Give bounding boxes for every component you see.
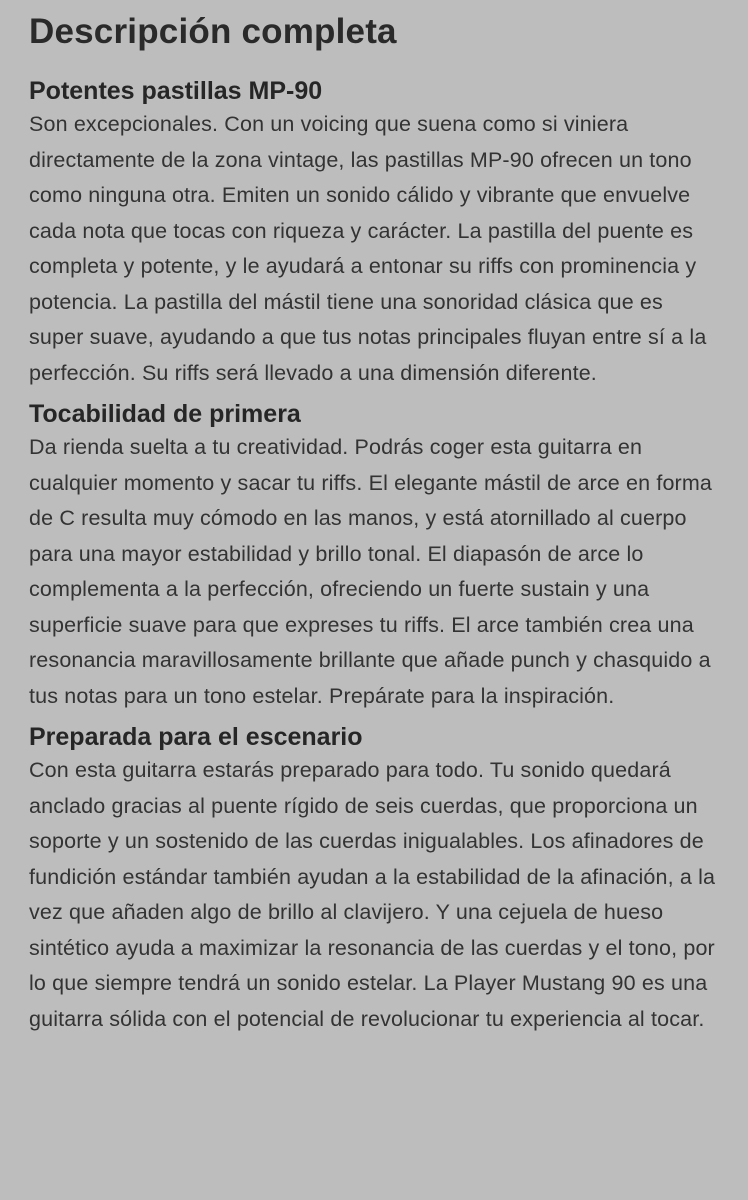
section-body: Son excepcionales. Con un voicing que suena como si viniera directamente de la zona vintage, las pastillas MP-90 ofrecen un tono como ninguna otra. Emiten un sonido cálido y vibrante que envuelve cada nota que tocas con riqueza y carácter. La pastilla del puente es completa y potente, y le ayudará a entonar su riffs con prominencia y potencia. La pastilla del mástil tiene una sonoridad clásica que es super suave, ayudando a que tus notas principales fluyan entre sí a la perfección. Su riffs será llevado a una dimensión diferente. [29, 112, 707, 385]
section-playability [29, 399, 720, 714]
section-body: Con esta guitarra estarás preparado para todo. Tu sonido quedará anclado gracias al puente rígido de seis cuerdas, que proporciona un soporte y un sostenido de las cuerdas inigualables. Los afinadores de fundición estándar también ayudan a la estabilidad de la afinación, a la vez que añaden algo de brillo al clavijero. Y una cejuela de hueso sintético ayuda a maximizar la resonancia de las cuerdas y el tono, por lo que siempre tendrá un sonido estelar. La Player Mustang 90 es una guitarra sólida con el potencial de revolucionar tu experiencia al tocar. [29, 758, 716, 1031]
section-heading: Preparada para el escenario [29, 723, 363, 751]
page-title: Descripción completa [29, 12, 397, 51]
section-pickups [29, 76, 720, 391]
section-heading: Potentes pastillas MP-90 [29, 77, 323, 105]
section-heading: Tocabilidad de primera [29, 400, 301, 428]
section-stage-ready [29, 722, 720, 1037]
section-body: Da rienda suelta a tu creatividad. Podrás coger esta guitarra en cualquier momento y sacar tu riffs. El elegante mástil de arce en forma de C resulta muy cómodo en las manos, y está atornillado al cuerpo para una mayor estabilidad y brillo tonal. El diapasón de arce lo complementa a la perfección, ofreciendo un fuerte sustain y una superficie suave para que expreses tu riffs. El arce también crea una resonancia maravillosamente brillante que añade punch y chasquido a tus notas para un tono estelar. Prepárate para la inspiración. [29, 435, 713, 708]
